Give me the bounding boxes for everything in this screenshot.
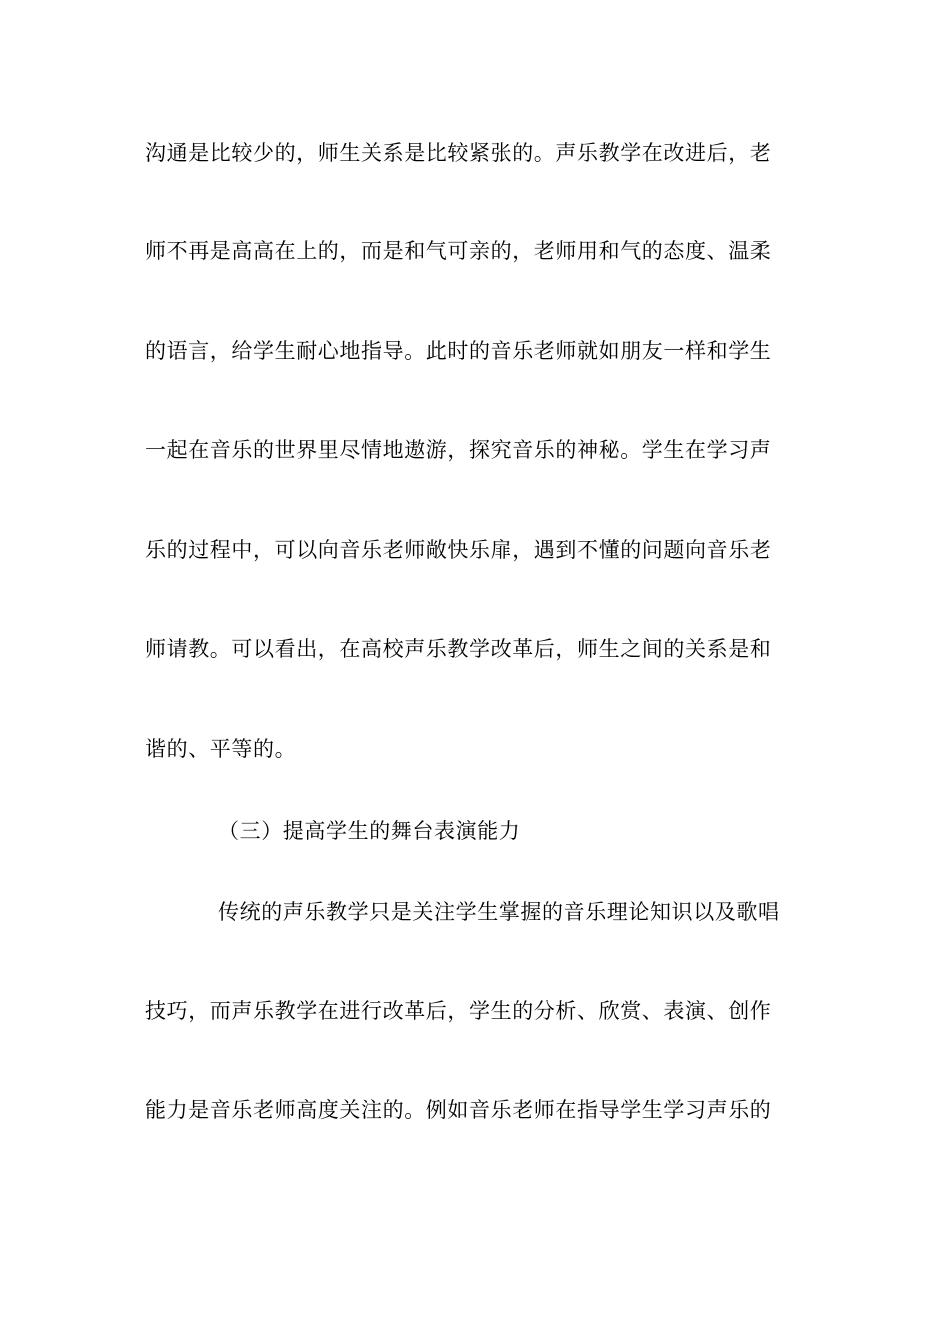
paragraph-line: 一起在音乐的世界里尽情地遨游，探究音乐的神秘。学生在学习声 — [145, 438, 772, 462]
paragraph-line: 传统的声乐教学只是关注学生掌握的音乐理论知识以及歌唱 — [218, 900, 780, 924]
paragraph-line: 的语言，给学生耐心地指导。此时的音乐老师就如朋友一样和学生 — [145, 339, 772, 363]
paragraph-line: 谐的、平等的。 — [145, 737, 297, 761]
paragraph-line: 师请教。可以看出，在高校声乐教学改革后，师生之间的关系是和 — [145, 637, 772, 661]
section-heading: （三）提高学生的舞台表演能力 — [218, 819, 521, 843]
paragraph-line: 技巧，而声乐教学在进行改革后，学生的分析、欣赏、表演、创作 — [145, 999, 772, 1023]
paragraph-line: 沟通是比较少的，师生关系是比较紧张的。声乐教学在改进后，老 — [145, 141, 772, 165]
paragraph-line: 师不再是高高在上的，而是和气可亲的，老师用和气的态度、温柔 — [145, 239, 772, 263]
paragraph-line: 乐的过程中，可以向音乐老师敞快乐扉，遇到不懂的问题向音乐老 — [145, 538, 772, 562]
paragraph-line: 能力是音乐老师高度关注的。例如音乐老师在指导学生学习声乐的 — [145, 1098, 772, 1122]
